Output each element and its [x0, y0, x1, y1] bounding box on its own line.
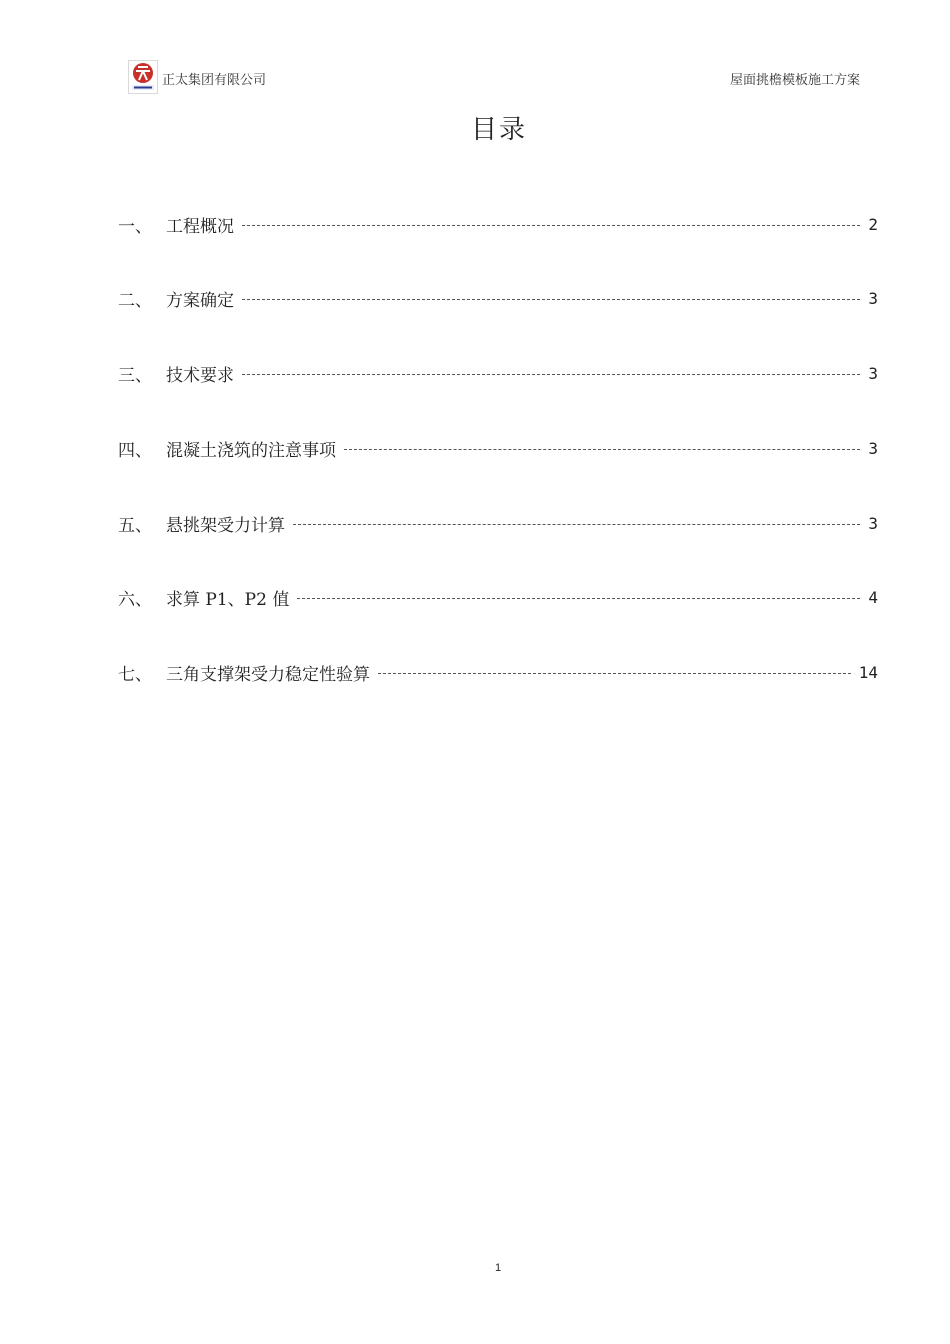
toc-entry-text: 三角支撑架受力稳定性验算	[166, 665, 370, 686]
company-logo	[128, 60, 158, 94]
page-header	[128, 60, 860, 96]
toc-entry-text: 悬挑架受力计算	[166, 515, 285, 536]
toc-entry[interactable]	[118, 582, 878, 614]
toc-entry-text: 混凝土浇筑的注意事项	[166, 440, 336, 461]
toc-entry-page: 3	[868, 438, 878, 458]
toc-entry[interactable]	[118, 358, 878, 390]
toc-entry-number: 一、	[118, 216, 152, 237]
toc-entry-text: 求算 P1、P2 值	[166, 590, 290, 611]
toc-title: 目录	[470, 115, 527, 145]
toc-entry-number: 二、	[118, 291, 152, 312]
toc-entry[interactable]	[118, 432, 878, 464]
toc-leader-line	[242, 374, 860, 375]
toc-entry-page: 14	[858, 663, 878, 683]
toc-entry[interactable]	[118, 657, 878, 689]
toc-leader-line	[378, 673, 851, 674]
toc-entry-number: 五、	[118, 515, 152, 536]
toc-entry-page: 3	[868, 513, 878, 533]
toc-leader-line	[242, 225, 860, 226]
toc-entry-page: 3	[868, 364, 878, 384]
toc-leader-line	[293, 524, 860, 525]
table-of-contents	[118, 208, 878, 732]
document-title: 屋面挑檐模板施工方案	[729, 73, 860, 88]
toc-leader-line	[344, 449, 860, 450]
toc-entry[interactable]	[118, 507, 878, 539]
toc-entry[interactable]	[118, 208, 878, 240]
toc-entry-number: 三、	[118, 366, 152, 387]
company-name: 正太集团有限公司	[162, 73, 267, 88]
toc-entry-text: 方案确定	[166, 291, 234, 312]
toc-entry-page: 4	[868, 588, 878, 608]
toc-entry-number: 七、	[118, 665, 152, 686]
toc-entry-page: 2	[868, 214, 878, 234]
toc-entry-number: 四、	[118, 440, 152, 461]
toc-entry-text: 技术要求	[166, 366, 234, 387]
toc-leader-line	[242, 299, 860, 300]
page-number: 1	[494, 1262, 502, 1274]
toc-entry[interactable]	[118, 283, 878, 315]
toc-entry-text: 工程概况	[166, 216, 234, 237]
toc-leader-line	[297, 598, 860, 599]
company-logo-icon	[129, 61, 157, 93]
toc-entry-number: 六、	[118, 590, 152, 611]
toc-entry-page: 3	[868, 289, 878, 309]
